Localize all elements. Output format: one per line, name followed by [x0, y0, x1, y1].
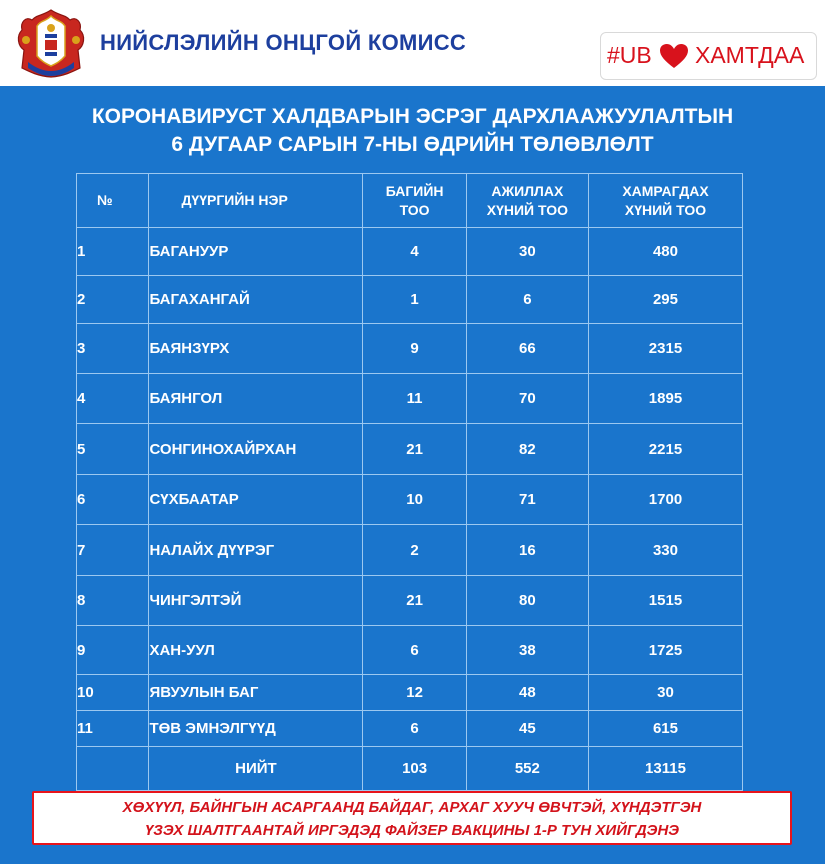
- row-teams: 10: [363, 475, 466, 525]
- header-staff: [466, 174, 588, 228]
- table-row: [77, 576, 743, 626]
- row-district: ЯВУУЛЫН БАГ: [149, 675, 363, 711]
- row-covered: 330: [588, 525, 742, 576]
- row-staff: 66: [466, 324, 588, 374]
- row-district: ЧИНГЭЛТЭЙ: [149, 576, 363, 626]
- row-teams: 21: [363, 424, 466, 475]
- row-teams: 6: [363, 711, 466, 747]
- row-district: ХАН-УУЛ: [149, 626, 363, 675]
- header-district: ДҮҮРГИЙН НЭР: [149, 174, 363, 228]
- row-covered: 1515: [588, 576, 742, 626]
- row-no: 5: [77, 424, 149, 475]
- row-staff: 45: [466, 711, 588, 747]
- footer-line-2: ҮЗЭХ ШАЛТГААНТАЙ ИРГЭДЭД ФАЙЗЕР ВАКЦИНЫ 1-Р ТУН ХИЙГДЭНЭ: [144, 822, 680, 839]
- hashtag-prefix: #UB: [607, 42, 652, 68]
- hashtag-suffix: ХАМТДАА: [695, 42, 805, 68]
- row-teams: 12: [363, 675, 466, 711]
- row-no: 3: [77, 324, 149, 374]
- header-no: №: [77, 174, 149, 228]
- row-teams: 9: [363, 324, 466, 374]
- total-teams: 103: [363, 747, 466, 791]
- row-teams: 4: [363, 228, 466, 276]
- row-no: 7: [77, 525, 149, 576]
- row-staff: 82: [466, 424, 588, 475]
- row-teams: 2: [363, 525, 466, 576]
- row-teams: 6: [363, 626, 466, 675]
- header-staff-line2: ХҮНИЙ ТОО: [486, 201, 568, 218]
- total-no: [77, 747, 149, 791]
- title-line-2: 6 ДУГААР САРЫН 7-НЫ ӨДРИЙН ТӨЛӨВЛӨЛТ: [171, 133, 654, 156]
- row-no: 10: [77, 675, 149, 711]
- row-covered: 1895: [588, 374, 742, 424]
- title-line-1: КОРОНАВИРУСТ ХАЛДВАРЫН ЭСРЭГ ДАРХЛААЖУУЛАЛТЫН: [91, 105, 734, 128]
- row-no: 9: [77, 626, 149, 675]
- header-teams-line1: БАГИЙН: [385, 182, 444, 199]
- total-label: НИЙТ: [149, 747, 363, 791]
- soyombo-emblem-icon: [14, 6, 88, 80]
- row-staff: 70: [466, 374, 588, 424]
- table-row: [77, 525, 743, 576]
- header-covered-line2: ХҮНИЙ ТОО: [624, 201, 707, 218]
- row-teams: 1: [363, 276, 466, 324]
- row-no: 11: [77, 711, 149, 747]
- footer-notice: [32, 791, 792, 845]
- table-row: [77, 675, 743, 711]
- footer-line-1: ХӨХҮҮЛ, БАЙНГЫН АСАРГААНД БАЙДАГ, АРХАГ ХУУЧ ӨВЧТЭЙ, ХҮНДЭТГЭН: [122, 799, 702, 816]
- row-covered: 30: [588, 675, 742, 711]
- row-covered: 295: [588, 276, 742, 324]
- row-covered: 1725: [588, 626, 742, 675]
- table-row: [77, 711, 743, 747]
- row-staff: 71: [466, 475, 588, 525]
- org-name: НИЙСЛЭЛИЙН ОНЦГОЙ КОМИСС: [100, 30, 467, 55]
- row-covered: 1700: [588, 475, 742, 525]
- row-district: БАЯНГОЛ: [149, 374, 363, 424]
- row-district: ТӨВ ЭМНЭЛГҮҮД: [149, 711, 363, 747]
- vaccination-plan-table: [76, 173, 743, 791]
- header-staff-line1: АЖИЛЛАХ: [491, 182, 564, 199]
- table-row: [77, 424, 743, 475]
- table-row: [77, 475, 743, 525]
- row-district: БАЯНЗҮРХ: [149, 324, 363, 374]
- row-district: БАГАХАНГАЙ: [149, 276, 363, 324]
- row-staff: 48: [466, 675, 588, 711]
- header-teams: [363, 174, 466, 228]
- row-staff: 6: [466, 276, 588, 324]
- header-teams-line2: ТОО: [399, 201, 430, 218]
- row-no: 2: [77, 276, 149, 324]
- page-title: [10, 103, 815, 159]
- row-staff: 80: [466, 576, 588, 626]
- row-covered: 2315: [588, 324, 742, 374]
- header-covered: [588, 174, 742, 228]
- total-covered: 13115: [588, 747, 742, 791]
- row-staff: 38: [466, 626, 588, 675]
- table-row: [77, 374, 743, 424]
- header-bar: [0, 0, 825, 86]
- row-covered: 2215: [588, 424, 742, 475]
- row-district: НАЛАЙХ ДҮҮРЭГ: [149, 525, 363, 576]
- table-row: [77, 324, 743, 374]
- row-district: СОНГИНОХАЙРХАН: [149, 424, 363, 475]
- row-no: 6: [77, 475, 149, 525]
- row-no: 4: [77, 374, 149, 424]
- row-no: 1: [77, 228, 149, 276]
- row-staff: 30: [466, 228, 588, 276]
- table-header-row: [77, 174, 743, 228]
- table-total-row: [77, 747, 743, 791]
- total-staff: 552: [466, 747, 588, 791]
- row-covered: 480: [588, 228, 742, 276]
- row-district: БАГАНУУР: [149, 228, 363, 276]
- row-staff: 16: [466, 525, 588, 576]
- hashtag-badge: [600, 32, 817, 80]
- table-row: [77, 626, 743, 675]
- row-teams: 11: [363, 374, 466, 424]
- row-district: СҮХБААТАР: [149, 475, 363, 525]
- row-teams: 21: [363, 576, 466, 626]
- row-no: 8: [77, 576, 149, 626]
- header-covered-line1: ХАМРАГДАХ: [622, 182, 709, 199]
- row-covered: 615: [588, 711, 742, 747]
- table-row: [77, 228, 743, 276]
- table-row: [77, 276, 743, 324]
- heart-icon: [659, 43, 689, 69]
